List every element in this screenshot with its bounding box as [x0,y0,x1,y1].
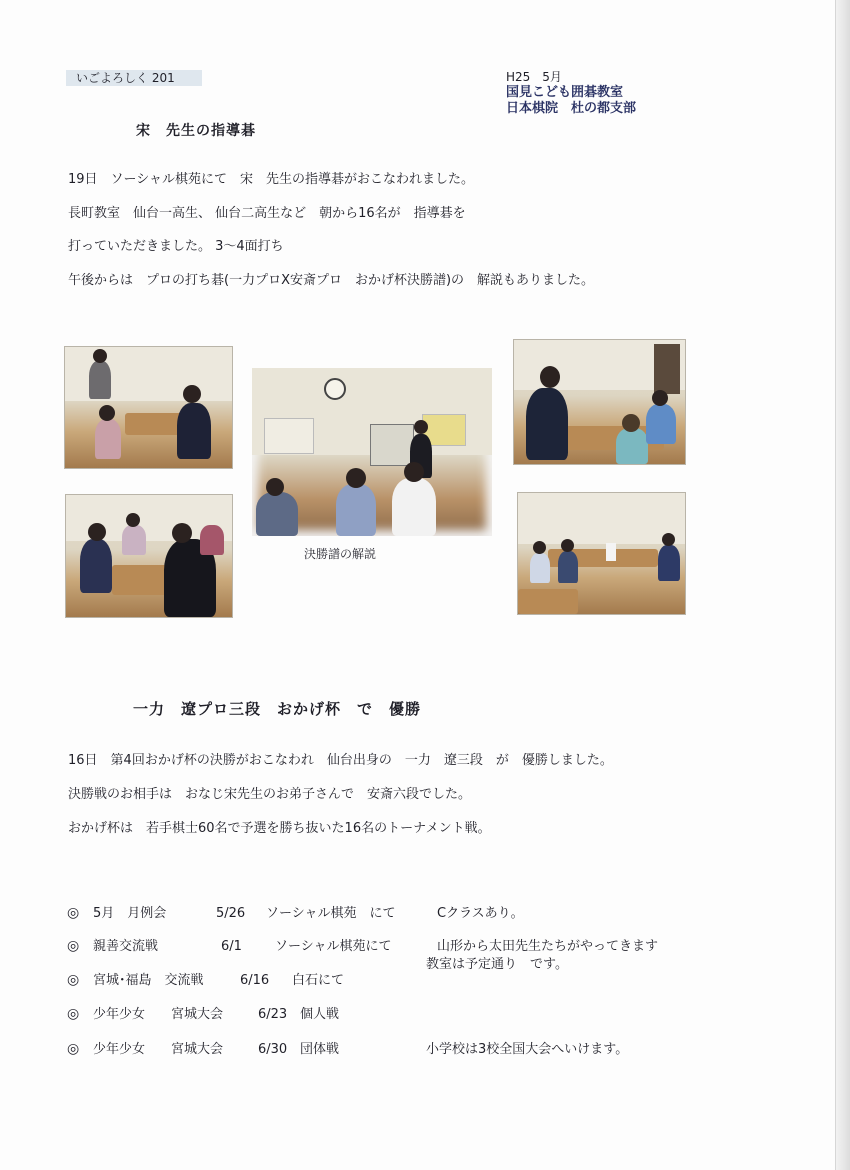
paper-edge [835,0,850,1170]
event-note-2: 教室は予定通り です。 [426,957,568,972]
event-name: 少年少女 宮城大会 [93,1042,224,1057]
bullet-icon: ◎ [67,1041,80,1057]
photo-teaching-game-3 [65,494,233,618]
section2-title: 一力 遼プロ三段 おかげ杯 で 優勝 [133,700,422,718]
event-place: 個人戦 [300,1007,340,1022]
event-note: 山形から太田先生たちがやってきます [437,939,659,954]
bullet-icon: ◎ [67,1006,80,1022]
photo-teaching-game-1 [64,346,233,469]
event-date: 6/16 [240,973,270,988]
bullet-icon: ◎ [67,905,80,921]
event-note: Cクラスあり。 [437,906,524,921]
event-place: 白石にて [292,973,345,988]
section2-line: 決勝戦のお相手は おなじ宋先生のお弟子さんで 安斎六段でした。 [68,787,472,802]
section1-line: 午後からは プロの打ち碁(一力プロX安斎プロ おかげ杯決勝譜)の 解説もありました。 [68,273,595,288]
photo-teaching-game-2 [513,339,686,465]
photo-game-commentary [252,368,492,536]
photo-classroom [517,492,686,615]
org-branch: 日本棋院 杜の都支部 [506,101,637,116]
event-place: ソーシャル棋苑 にて [266,906,396,921]
section2-line: 16日 第4回おかげ杯の決勝がおこなわれ 仙台出身の 一力 遼三段 が 優勝しました。 [68,753,613,768]
event-date: 6/30 [258,1042,288,1057]
section1-line: 打っていただきました。 3～4面打ち [68,239,284,254]
event-place: 団体戦 [300,1042,340,1057]
photo-caption: 決勝譜の解説 [304,547,377,561]
section2-line: おかげ杯は 若手棋士60名で予選を勝ち抜いた16名のトーナメント戦。 [68,821,491,836]
org-name: 国見こども囲碁教室 [506,85,624,100]
event-name: 5月 月例会 [93,906,167,921]
event-place: ソーシャル棋苑にて [275,939,392,954]
event-date: 6/23 [258,1007,288,1022]
event-date: 5/26 [216,906,246,921]
section1-line: 長町教室 仙台一高生、 仙台二高生など 朝から16名が 指導碁を [68,206,466,221]
event-name: 宮城･福島 交流戦 [93,973,204,988]
event-note: 小学校は3校全国大会へいけます。 [426,1042,629,1057]
newsletter-tag: いごよろしく 201 [66,70,202,86]
section1-line: 19日 ソーシャル棋苑にて 宋 先生の指導碁がおこなわれました。 [68,172,475,187]
bullet-icon: ◎ [67,938,80,954]
bullet-icon: ◎ [67,972,80,988]
event-date: 6/1 [221,939,242,954]
header-info [506,69,636,117]
issue-date: H25 5月 [506,70,562,84]
section1-title: 宋 先生の指導碁 [136,123,256,139]
event-name: 親善交流戦 [93,939,159,954]
event-name: 少年少女 宮城大会 [93,1007,224,1022]
